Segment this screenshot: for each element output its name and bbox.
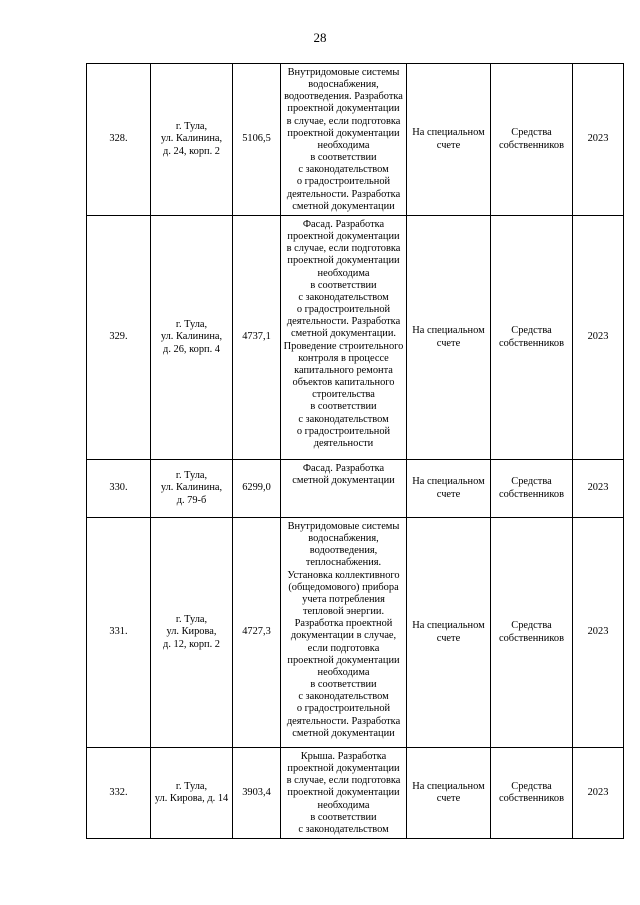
cell-funding-source bbox=[491, 748, 573, 839]
work-description-line: Разработка проектной bbox=[294, 618, 393, 630]
address-line: г. Тула, bbox=[175, 470, 208, 482]
cell-total-area: 4737,1 bbox=[233, 216, 281, 460]
table-row bbox=[87, 64, 624, 216]
work-description-line: сметной документации bbox=[292, 200, 395, 212]
funding-source-line: Средства bbox=[511, 476, 552, 488]
work-description-line: водоснабжения, bbox=[308, 79, 379, 91]
work-description-line: необходима bbox=[317, 267, 370, 279]
address-line: д. 12, корп. 2 bbox=[163, 638, 220, 650]
work-description-line: деятельности bbox=[313, 437, 374, 449]
cell-funding-source bbox=[491, 460, 573, 518]
cell-address bbox=[151, 748, 233, 839]
work-description-line: в случае, если подготовка bbox=[286, 775, 401, 787]
work-description-line: в соответствии bbox=[310, 811, 377, 823]
work-description-line: о градостроительной bbox=[296, 176, 391, 188]
capital-repair-table bbox=[86, 63, 624, 839]
work-description-line: с законодательством bbox=[298, 291, 389, 303]
cell-row-number: 329. bbox=[87, 216, 151, 460]
funding-source-line: собственников bbox=[498, 632, 564, 644]
cell-funding-source bbox=[491, 64, 573, 216]
funding-source-line: собственников bbox=[498, 337, 564, 349]
cell-work-description bbox=[281, 460, 407, 518]
funding-source-line: Средства bbox=[511, 780, 552, 792]
cell-address bbox=[151, 460, 233, 518]
work-description-line: с законодательством bbox=[298, 691, 389, 703]
funding-source-line: собственников bbox=[498, 793, 564, 805]
work-description-line: Проведение строительного bbox=[283, 340, 404, 352]
work-description-line: (общедомового) прибора bbox=[288, 581, 399, 593]
work-description-line: тепловой энергии. bbox=[302, 606, 385, 618]
work-description-line: о градостроительной bbox=[296, 304, 391, 316]
cell-planned-year: 2023 bbox=[573, 216, 624, 460]
work-description-line: контроля в процессе bbox=[298, 352, 389, 364]
cell-work-description bbox=[281, 64, 407, 216]
work-description-line: проектной документации bbox=[287, 654, 400, 666]
cell-work-description bbox=[281, 216, 407, 460]
address-line: г. Тула, bbox=[175, 319, 208, 331]
work-description-line: о градостроительной bbox=[296, 425, 391, 437]
table-row bbox=[87, 216, 624, 460]
cell-total-area: 4727,3 bbox=[233, 518, 281, 748]
work-description-line: в соответствии bbox=[310, 279, 377, 291]
fund-account-line: счете bbox=[436, 139, 461, 151]
work-description-line: Внутридомовые системы bbox=[287, 521, 400, 532]
address-line: ул. Калинина, bbox=[160, 331, 223, 343]
fund-account-line: счете bbox=[436, 488, 461, 500]
address-line: ул. Калинина, bbox=[160, 482, 223, 494]
cell-total-area: 6299,0 bbox=[233, 460, 281, 518]
fund-account-line: На специальном bbox=[412, 325, 485, 337]
cell-fund-account bbox=[407, 64, 491, 216]
work-description-line: деятельности. Разработка bbox=[286, 715, 401, 727]
funding-source-line: собственников bbox=[498, 488, 564, 500]
address-line: г. Тула, bbox=[175, 614, 208, 626]
work-description-line: водоотведения, bbox=[309, 545, 378, 557]
address-line: ул. Кирова, д. 14 bbox=[154, 793, 229, 805]
work-description-line: Фасад. Разработка bbox=[302, 463, 385, 474]
work-description-line: в случае, если подготовка bbox=[286, 243, 401, 255]
work-description-line: документации в случае, bbox=[290, 630, 397, 642]
cell-work-description bbox=[281, 518, 407, 748]
fund-account-line: На специальном bbox=[412, 780, 485, 792]
cell-row-number: 332. bbox=[87, 748, 151, 839]
fund-account-line: На специальном bbox=[412, 127, 485, 139]
funding-source-line: Средства bbox=[511, 127, 552, 139]
work-description-line: сметной документации bbox=[292, 475, 395, 487]
work-description-line: Установка коллективного bbox=[287, 569, 400, 581]
work-description-line: проектной документации bbox=[287, 255, 400, 267]
cell-row-number: 330. bbox=[87, 460, 151, 518]
work-description-line: с законодательством bbox=[298, 823, 389, 835]
work-description-line: с законодательством bbox=[298, 164, 389, 176]
work-description-line: сметной документации. bbox=[290, 328, 396, 340]
work-description-line: если подготовка bbox=[307, 642, 380, 654]
cell-address bbox=[151, 518, 233, 748]
work-description-line: в соответствии bbox=[310, 401, 377, 413]
address-line: д. 26, корп. 4 bbox=[163, 343, 220, 355]
work-description-line: проектной документации bbox=[287, 787, 400, 799]
work-description-line: теплоснабжения. bbox=[305, 557, 382, 569]
work-description-line: деятельности. Разработка bbox=[286, 316, 401, 328]
funding-source-line: Средства bbox=[511, 325, 552, 337]
cell-fund-account bbox=[407, 216, 491, 460]
work-description-line: деятельности. Разработка bbox=[286, 188, 401, 200]
work-description-line: необходима bbox=[317, 139, 370, 151]
cell-funding-source bbox=[491, 518, 573, 748]
work-description-line: необходима bbox=[317, 799, 370, 811]
fund-account-line: На специальном bbox=[412, 476, 485, 488]
cell-total-area: 3903,4 bbox=[233, 748, 281, 839]
work-description-line: Внутридомовые системы bbox=[287, 67, 400, 78]
work-description-line: в соответствии bbox=[310, 679, 377, 691]
work-description-line: сметной документации bbox=[292, 727, 395, 739]
cell-planned-year: 2023 bbox=[573, 518, 624, 748]
work-description-line: учета потребления bbox=[302, 593, 385, 605]
address-line: г. Тула, bbox=[175, 121, 208, 133]
cell-row-number: 328. bbox=[87, 64, 151, 216]
cell-fund-account bbox=[407, 460, 491, 518]
table-body bbox=[87, 64, 624, 839]
work-description-line: водоснабжения, bbox=[308, 533, 379, 545]
work-description-line: о градостроительной bbox=[296, 703, 391, 715]
address-line: д. 79-б bbox=[176, 494, 207, 506]
cell-fund-account bbox=[407, 518, 491, 748]
cell-funding-source bbox=[491, 216, 573, 460]
cell-planned-year: 2023 bbox=[573, 748, 624, 839]
cell-planned-year: 2023 bbox=[573, 64, 624, 216]
work-description-line: Фасад. Разработка bbox=[302, 219, 385, 230]
address-line: г. Тула, bbox=[175, 780, 208, 792]
fund-account-line: счете bbox=[436, 337, 461, 349]
work-description-line: Крыша. Разработка bbox=[300, 751, 387, 762]
work-description-line: проектной документации bbox=[287, 103, 400, 115]
table-row bbox=[87, 518, 624, 748]
cell-work-description bbox=[281, 748, 407, 839]
cell-row-number: 331. bbox=[87, 518, 151, 748]
page-number: 28 bbox=[313, 30, 327, 45]
address-line: ул. Кирова, bbox=[166, 626, 217, 638]
fund-account-line: счете bbox=[436, 632, 461, 644]
work-description-line: водоотведения. Разработка bbox=[284, 91, 403, 103]
address-line: ул. Калинина, bbox=[160, 133, 223, 145]
cell-address bbox=[151, 64, 233, 216]
cell-planned-year: 2023 bbox=[573, 460, 624, 518]
work-description-line: проектной документации bbox=[287, 231, 400, 243]
table-row bbox=[87, 748, 624, 839]
work-description-line: в соответствии bbox=[310, 152, 377, 164]
cell-address bbox=[151, 216, 233, 460]
work-description-line: проектной документации bbox=[287, 763, 400, 775]
address-line: д. 24, корп. 2 bbox=[163, 145, 220, 157]
funding-source-line: Средства bbox=[511, 620, 552, 632]
cell-total-area: 5106,5 bbox=[233, 64, 281, 216]
work-description-line: капитального ремонта bbox=[294, 364, 393, 376]
fund-account-line: счете bbox=[436, 793, 461, 805]
work-description-line: в случае, если подготовка bbox=[286, 115, 401, 127]
fund-account-line: На специальном bbox=[412, 620, 485, 632]
work-description-line: с законодательством bbox=[298, 413, 389, 425]
work-description-line: необходима bbox=[317, 666, 370, 678]
funding-source-line: собственников bbox=[498, 139, 564, 151]
cell-fund-account bbox=[407, 748, 491, 839]
work-description-line: объектов капитального bbox=[292, 377, 395, 389]
work-description-line: строительства bbox=[312, 389, 375, 401]
table-row bbox=[87, 460, 624, 518]
work-description-line: проектной документации bbox=[287, 127, 400, 139]
